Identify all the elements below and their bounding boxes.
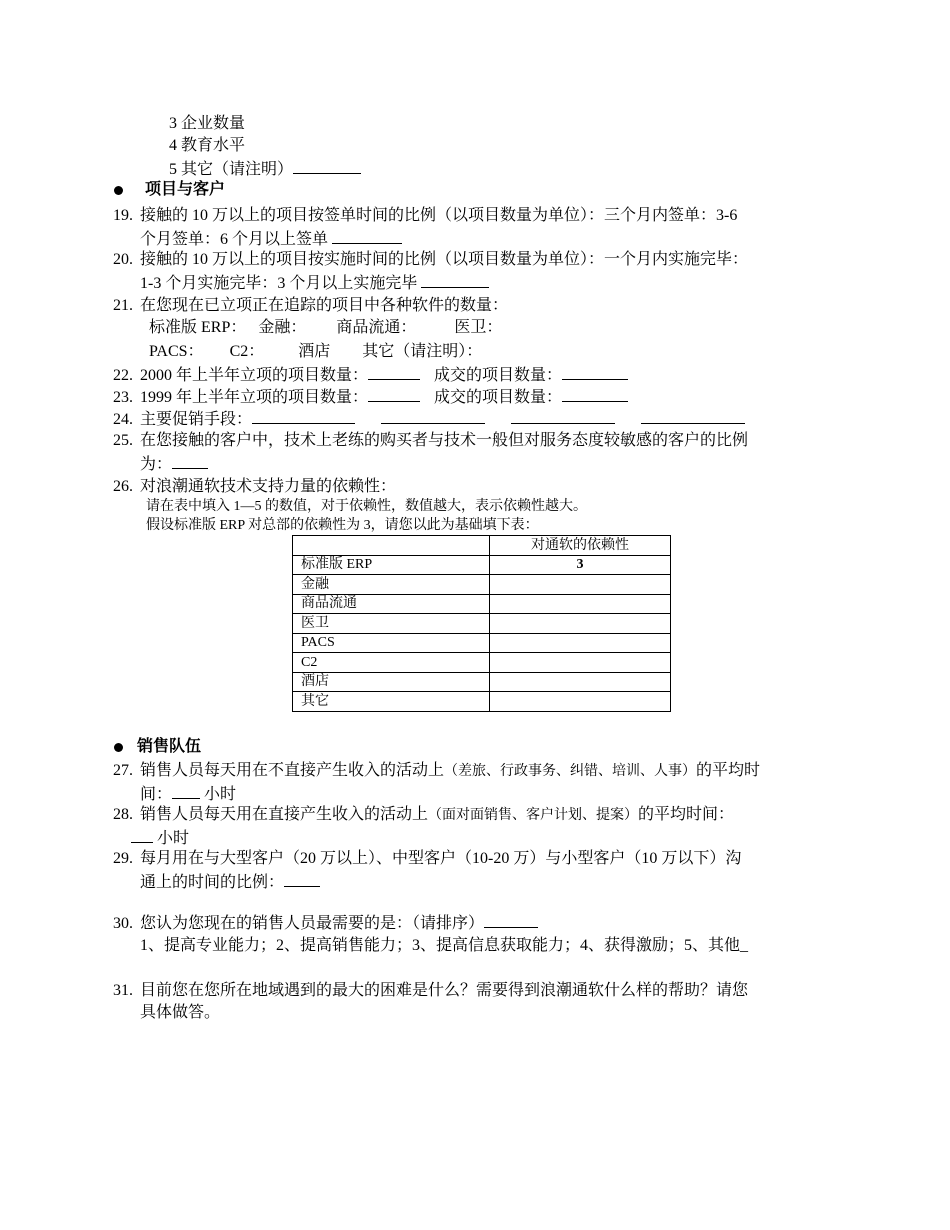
question-text: 1999 年上半年立项的项目数量：	[140, 389, 369, 406]
table-row	[293, 575, 671, 595]
table-row-label: 金融	[293, 575, 490, 595]
table-row-label: PACS	[293, 633, 490, 653]
question-23	[113, 385, 873, 409]
question-text: 主要促销手段：	[140, 411, 253, 428]
software-label-pacs: PACS：	[149, 343, 204, 360]
software-label-hotel: 酒店	[298, 343, 331, 360]
table-row	[293, 594, 671, 614]
answer-blank[interactable]	[172, 782, 200, 799]
software-label-c2: C2：	[229, 343, 265, 360]
table-cell-value[interactable]	[490, 672, 671, 692]
question-number: 21.	[113, 297, 133, 314]
question-text-cont: 具体做答。	[140, 1004, 221, 1021]
answer-blank[interactable]	[511, 407, 615, 424]
answer-blank[interactable]	[368, 363, 420, 380]
question-20	[113, 249, 893, 295]
question-number: 19.	[113, 207, 133, 224]
unit-hours: 小时	[153, 830, 190, 847]
question-text: 接触的 10 万以上的项目按签单时间的比例（以项目数量为单位）：三个月内签单：3-6	[140, 207, 738, 224]
question-number: 25.	[113, 432, 133, 449]
table-row	[293, 614, 671, 634]
question-text-cont: 1-3 个月实施完毕：3 个月以上实施完毕	[140, 275, 418, 292]
table-row-label: 医卫	[293, 614, 490, 634]
question-26	[113, 476, 873, 498]
question-21	[113, 295, 873, 317]
question-text-cont: 为：	[140, 456, 173, 473]
answer-blank[interactable]	[641, 407, 745, 424]
table-row	[293, 633, 671, 653]
question-text: 接触的 10 万以上的项目按实施时间的比例（以项目数量为单位）：一个月内实施完毕：	[140, 251, 749, 268]
table-instruction-2: 假设标准版 ERP 对总部的依赖性为 3，请您以此为基础填下表：	[146, 518, 539, 533]
software-row-1	[149, 317, 502, 339]
table-row	[293, 653, 671, 673]
bullet-icon	[114, 186, 123, 195]
list-item-enterprise-count: 3 企业数量	[169, 115, 246, 132]
question-text: 每月用在与大型客户（20 万以上）、中型客户（10-20 万）与小型客户（10 万以下）沟	[140, 850, 742, 867]
list-item-other	[169, 157, 361, 181]
question-30	[113, 911, 893, 957]
table-cell-value[interactable]	[490, 633, 671, 653]
answer-blank[interactable]	[562, 363, 628, 380]
table-row-label: C2	[293, 653, 490, 673]
question-number: 29.	[113, 850, 133, 867]
software-label-medical: 医卫：	[454, 319, 503, 336]
software-row-2	[149, 341, 482, 363]
answer-blank[interactable]	[172, 452, 208, 469]
question-number: 26.	[113, 478, 133, 495]
question-text-paren: （差旅、行政事务、纠错、培训、人事）	[444, 764, 697, 779]
section-title-projects: 项目与客户	[145, 181, 226, 198]
question-number: 28.	[113, 806, 133, 823]
table-cell-value[interactable]	[490, 575, 671, 595]
answer-blank[interactable]	[252, 407, 355, 424]
question-number: 31.	[113, 982, 133, 999]
list-item-education-level: 4 教育水平	[169, 137, 246, 154]
section-title-sales-team: 销售队伍	[137, 738, 202, 755]
question-number: 23.	[113, 389, 133, 406]
table-instruction-1: 请在表中填入 1—5 的数值，对于依赖性，数值越大，表示依赖性越大。	[146, 499, 587, 514]
answer-blank[interactable]	[381, 407, 485, 424]
question-24	[113, 407, 873, 431]
question-number: 20.	[113, 251, 133, 268]
answer-blank[interactable]	[421, 271, 489, 288]
question-text-end: 的平均时	[696, 762, 761, 779]
software-label-finance: 金融：	[258, 319, 307, 336]
question-number: 30.	[113, 915, 133, 932]
question-text-paren: （面对面销售、客户计划、提案）	[428, 808, 639, 823]
table-row	[293, 692, 671, 712]
question-text: 在您现在已立项正在追踪的项目中各种软件的数量：	[140, 297, 509, 314]
bullet-icon	[114, 743, 123, 752]
answer-blank[interactable]	[368, 385, 420, 402]
table-header-cell: 对通软的依赖性	[490, 536, 671, 556]
table-row-label: 标准版 ERP	[293, 555, 490, 575]
question-31	[113, 980, 873, 1024]
table-cell-value[interactable]	[490, 594, 671, 614]
question-text-end: 的平均时间：	[638, 806, 735, 823]
question-number: 24.	[113, 411, 133, 428]
question-text: 您认为您现在的销售人员最需要的是：（请排序）	[140, 915, 485, 932]
table-header-cell	[293, 536, 490, 556]
question-text-deals: 成交的项目数量：	[434, 389, 563, 406]
ranking-options: 1、提高专业能力；2、提高销售能力；3、提高信息获取能力；4、获得激励；5、其他_	[140, 937, 749, 954]
question-text-cont: 个月签单：6 个月以上签单	[140, 231, 329, 248]
question-text-deals: 成交的项目数量：	[434, 367, 563, 384]
table-cell-value[interactable]	[490, 653, 671, 673]
question-number: 22.	[113, 367, 133, 384]
answer-blank[interactable]	[131, 826, 153, 843]
question-25	[113, 430, 873, 476]
question-text-cont: 通上的时间的比例：	[140, 874, 285, 891]
list-item-other-label: 5 其它（请注明）	[169, 161, 294, 178]
answer-blank[interactable]	[293, 157, 361, 174]
question-text: 在您接触的客户中，技术上老练的购买者与技术一般但对服务态度较敏感的客户的比例	[140, 432, 749, 449]
question-text: 销售人员每天用在不直接产生收入的活动上	[140, 762, 445, 779]
table-cell-value[interactable]: 3	[490, 555, 671, 575]
table-cell-value[interactable]	[490, 692, 671, 712]
answer-blank[interactable]	[284, 870, 320, 887]
question-text: 2000 年上半年立项的项目数量：	[140, 367, 369, 384]
question-text: 对浪潮通软技术支持力量的依赖性：	[140, 478, 397, 495]
question-22	[113, 363, 873, 387]
dependency-table	[292, 535, 671, 712]
table-header-row	[293, 536, 671, 556]
table-row-label: 酒店	[293, 672, 490, 692]
table-row	[293, 672, 671, 692]
answer-blank[interactable]	[562, 385, 628, 402]
question-19	[113, 205, 873, 251]
software-label-commerce: 商品流通：	[336, 319, 417, 336]
question-27	[113, 760, 873, 806]
table-row-label: 商品流通	[293, 594, 490, 614]
question-text: 目前您在您所在地域遇到的最大的困难是什么？需要得到浪潮通软什么样的帮助？请您	[140, 982, 749, 999]
table-row-label: 其它	[293, 692, 490, 712]
software-label-other: 其它（请注明）：	[362, 343, 483, 360]
answer-blank[interactable]	[484, 911, 538, 928]
table-row	[293, 555, 671, 575]
table-cell-value[interactable]	[490, 614, 671, 634]
question-28	[113, 804, 873, 850]
question-text-cont: 间：	[140, 786, 173, 803]
unit-hours: 小时	[200, 786, 237, 803]
question-29	[113, 848, 883, 894]
question-text: 销售人员每天用在直接产生收入的活动上	[140, 806, 429, 823]
answer-blank[interactable]	[332, 227, 402, 244]
question-number: 27.	[113, 762, 133, 779]
software-label-erp: 标准版 ERP：	[149, 319, 247, 336]
